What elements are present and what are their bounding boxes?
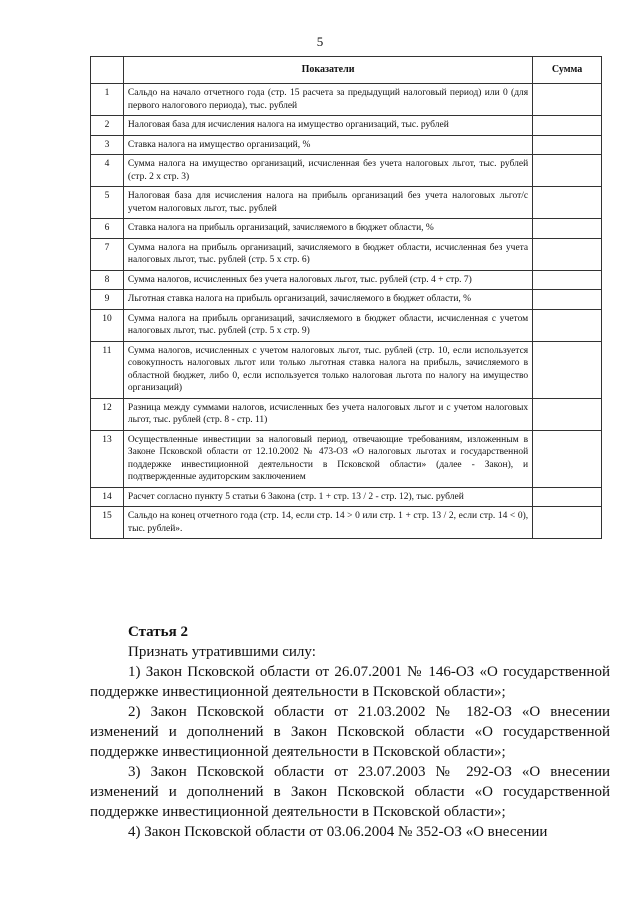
row-number: 7 [91,238,124,270]
table-row [91,290,602,310]
row-number: 6 [91,219,124,239]
row-sum-cell [533,238,602,270]
table-row [91,341,602,398]
indicators-table [90,56,602,539]
row-sum-cell [533,84,602,116]
table-row [91,155,602,187]
row-sum-cell [533,309,602,341]
row-sum-cell [533,187,602,219]
list-item: 3) Закон Псковской области от 23.07.2003 № 292-ОЗ «О внесении изменений и дополнений в Закон Псковской области «О государственной поддержке инвестиционной деятельности в Псковской области»; [90,764,610,820]
row-indicator: Сумма налога на прибыль организаций, зачисляемого в бюджет области, исчисленная с учетом налоговых льгот, тыс. рублей (стр. 5 х стр. 9) [123,309,532,341]
article-title: Статья 2 [128,624,188,640]
table-row [91,187,602,219]
row-sum-cell [533,155,602,187]
row-indicator: Осуществленные инвестиции за налоговый период, отвечающие требованиям, изложенным в Законе Псковской области от 12.10.2002 № 473-ОЗ «О налоговых льготах и государственной поддержке инвестиционной деятельности в Псковской области» (далее - Закон), и подтвержденные аудиторским заключением [123,430,532,487]
header-indicators: Показатели [123,57,532,84]
row-sum-cell [533,270,602,290]
row-indicator: Ставка налога на имущество организаций, % [123,135,532,155]
table-row [91,219,602,239]
row-number: 8 [91,270,124,290]
table-row [91,398,602,430]
table-row [91,116,602,136]
row-sum-cell [533,507,602,539]
row-number: 9 [91,290,124,310]
row-sum-cell [533,116,602,136]
row-number: 1 [91,84,124,116]
header-sum: Сумма [533,57,602,84]
row-indicator: Льготная ставка налога на прибыль организаций, зачисляемого в бюджет области, % [123,290,532,310]
list-item: 4) Закон Псковской области от 03.06.2004 № 352-ОЗ «О внесении [128,824,548,840]
row-number: 13 [91,430,124,487]
table-row [91,270,602,290]
table-row [91,135,602,155]
row-indicator: Разница между суммами налогов, исчисленных без учета налоговых льгот и с учетом налоговых льгот, тыс. рублей (стр. 8 - стр. 11) [123,398,532,430]
table-row [91,84,602,116]
row-number: 3 [91,135,124,155]
row-sum-cell [533,219,602,239]
table-row [91,430,602,487]
table-row [91,238,602,270]
row-indicator: Сумма налогов, исчисленных без учета налоговых льгот, тыс. рублей (стр. 4 + стр. 7) [123,270,532,290]
row-indicator: Сумма налога на имущество организаций, исчисленная без учета налоговых льгот, тыс. рублей (стр. 2 х стр. 3) [123,155,532,187]
header-blank [91,57,124,84]
row-indicator: Сальдо на конец отчетного года (стр. 14, если стр. 14 > 0 или стр. 1 + стр. 13 / 2, если стр. 14 < 0), тыс. рублей». [123,507,532,539]
row-indicator: Ставка налога на прибыль организаций, зачисляемого в бюджет области, % [123,219,532,239]
list-item: 1) Закон Псковской области от 26.07.2001 № 146-ОЗ «О государственной поддержке инвестиционной деятельности в Псковской области»; [90,664,610,700]
row-sum-cell [533,341,602,398]
row-sum-cell [533,398,602,430]
article-2 [90,622,610,842]
row-number: 10 [91,309,124,341]
repeal-list [90,662,610,842]
row-number: 11 [91,341,124,398]
row-indicator: Налоговая база для исчисления налога на имущество организаций, тыс. рублей [123,116,532,136]
row-number: 12 [91,398,124,430]
row-number: 5 [91,187,124,219]
article-intro: Признать утратившими силу: [128,644,316,660]
row-sum-cell [533,290,602,310]
page-number: 5 [316,34,324,49]
table-header-row [91,57,602,84]
row-number: 14 [91,487,124,507]
row-number: 2 [91,116,124,136]
table-row [91,309,602,341]
row-indicator: Расчет согласно пункту 5 статьи 6 Закона (стр. 1 + стр. 13 / 2 - стр. 12), тыс. рублей [123,487,532,507]
row-number: 4 [91,155,124,187]
list-item: 2) Закон Псковской области от 21.03.2002 № 182-ОЗ «О внесении изменений и дополнений в Закон Псковской области «О государственной поддержке инвестиционной деятельности в Псковской области»; [90,704,610,760]
row-sum-cell [533,430,602,487]
table-row [91,507,602,539]
row-number: 15 [91,507,124,539]
row-indicator: Налоговая база для исчисления налога на прибыль организаций без учета налоговых льгот/с учетом налоговых льгот, тыс. рублей [123,187,532,219]
row-indicator: Сумма налога на прибыль организаций, зачисляемого в бюджет области, исчисленная без учета налоговых льгот, тыс. рублей (стр. 5 х стр. 6) [123,238,532,270]
row-sum-cell [533,135,602,155]
row-indicator: Сальдо на начало отчетного года (стр. 15 расчета за предыдущий налоговый период) или 0 (для первого налогового периода), тыс. рублей [123,84,532,116]
table-row [91,487,602,507]
row-sum-cell [533,487,602,507]
row-indicator: Сумма налогов, исчисленных с учетом налоговых льгот, тыс. рублей (стр. 10, если используется совокупность налоговых льгот или только льготная ставка налога на прибыль, зачисляемого в областной бюджет, либо 0, если используется только налоговая льгота по налогу на имущество организаций) [123,341,532,398]
